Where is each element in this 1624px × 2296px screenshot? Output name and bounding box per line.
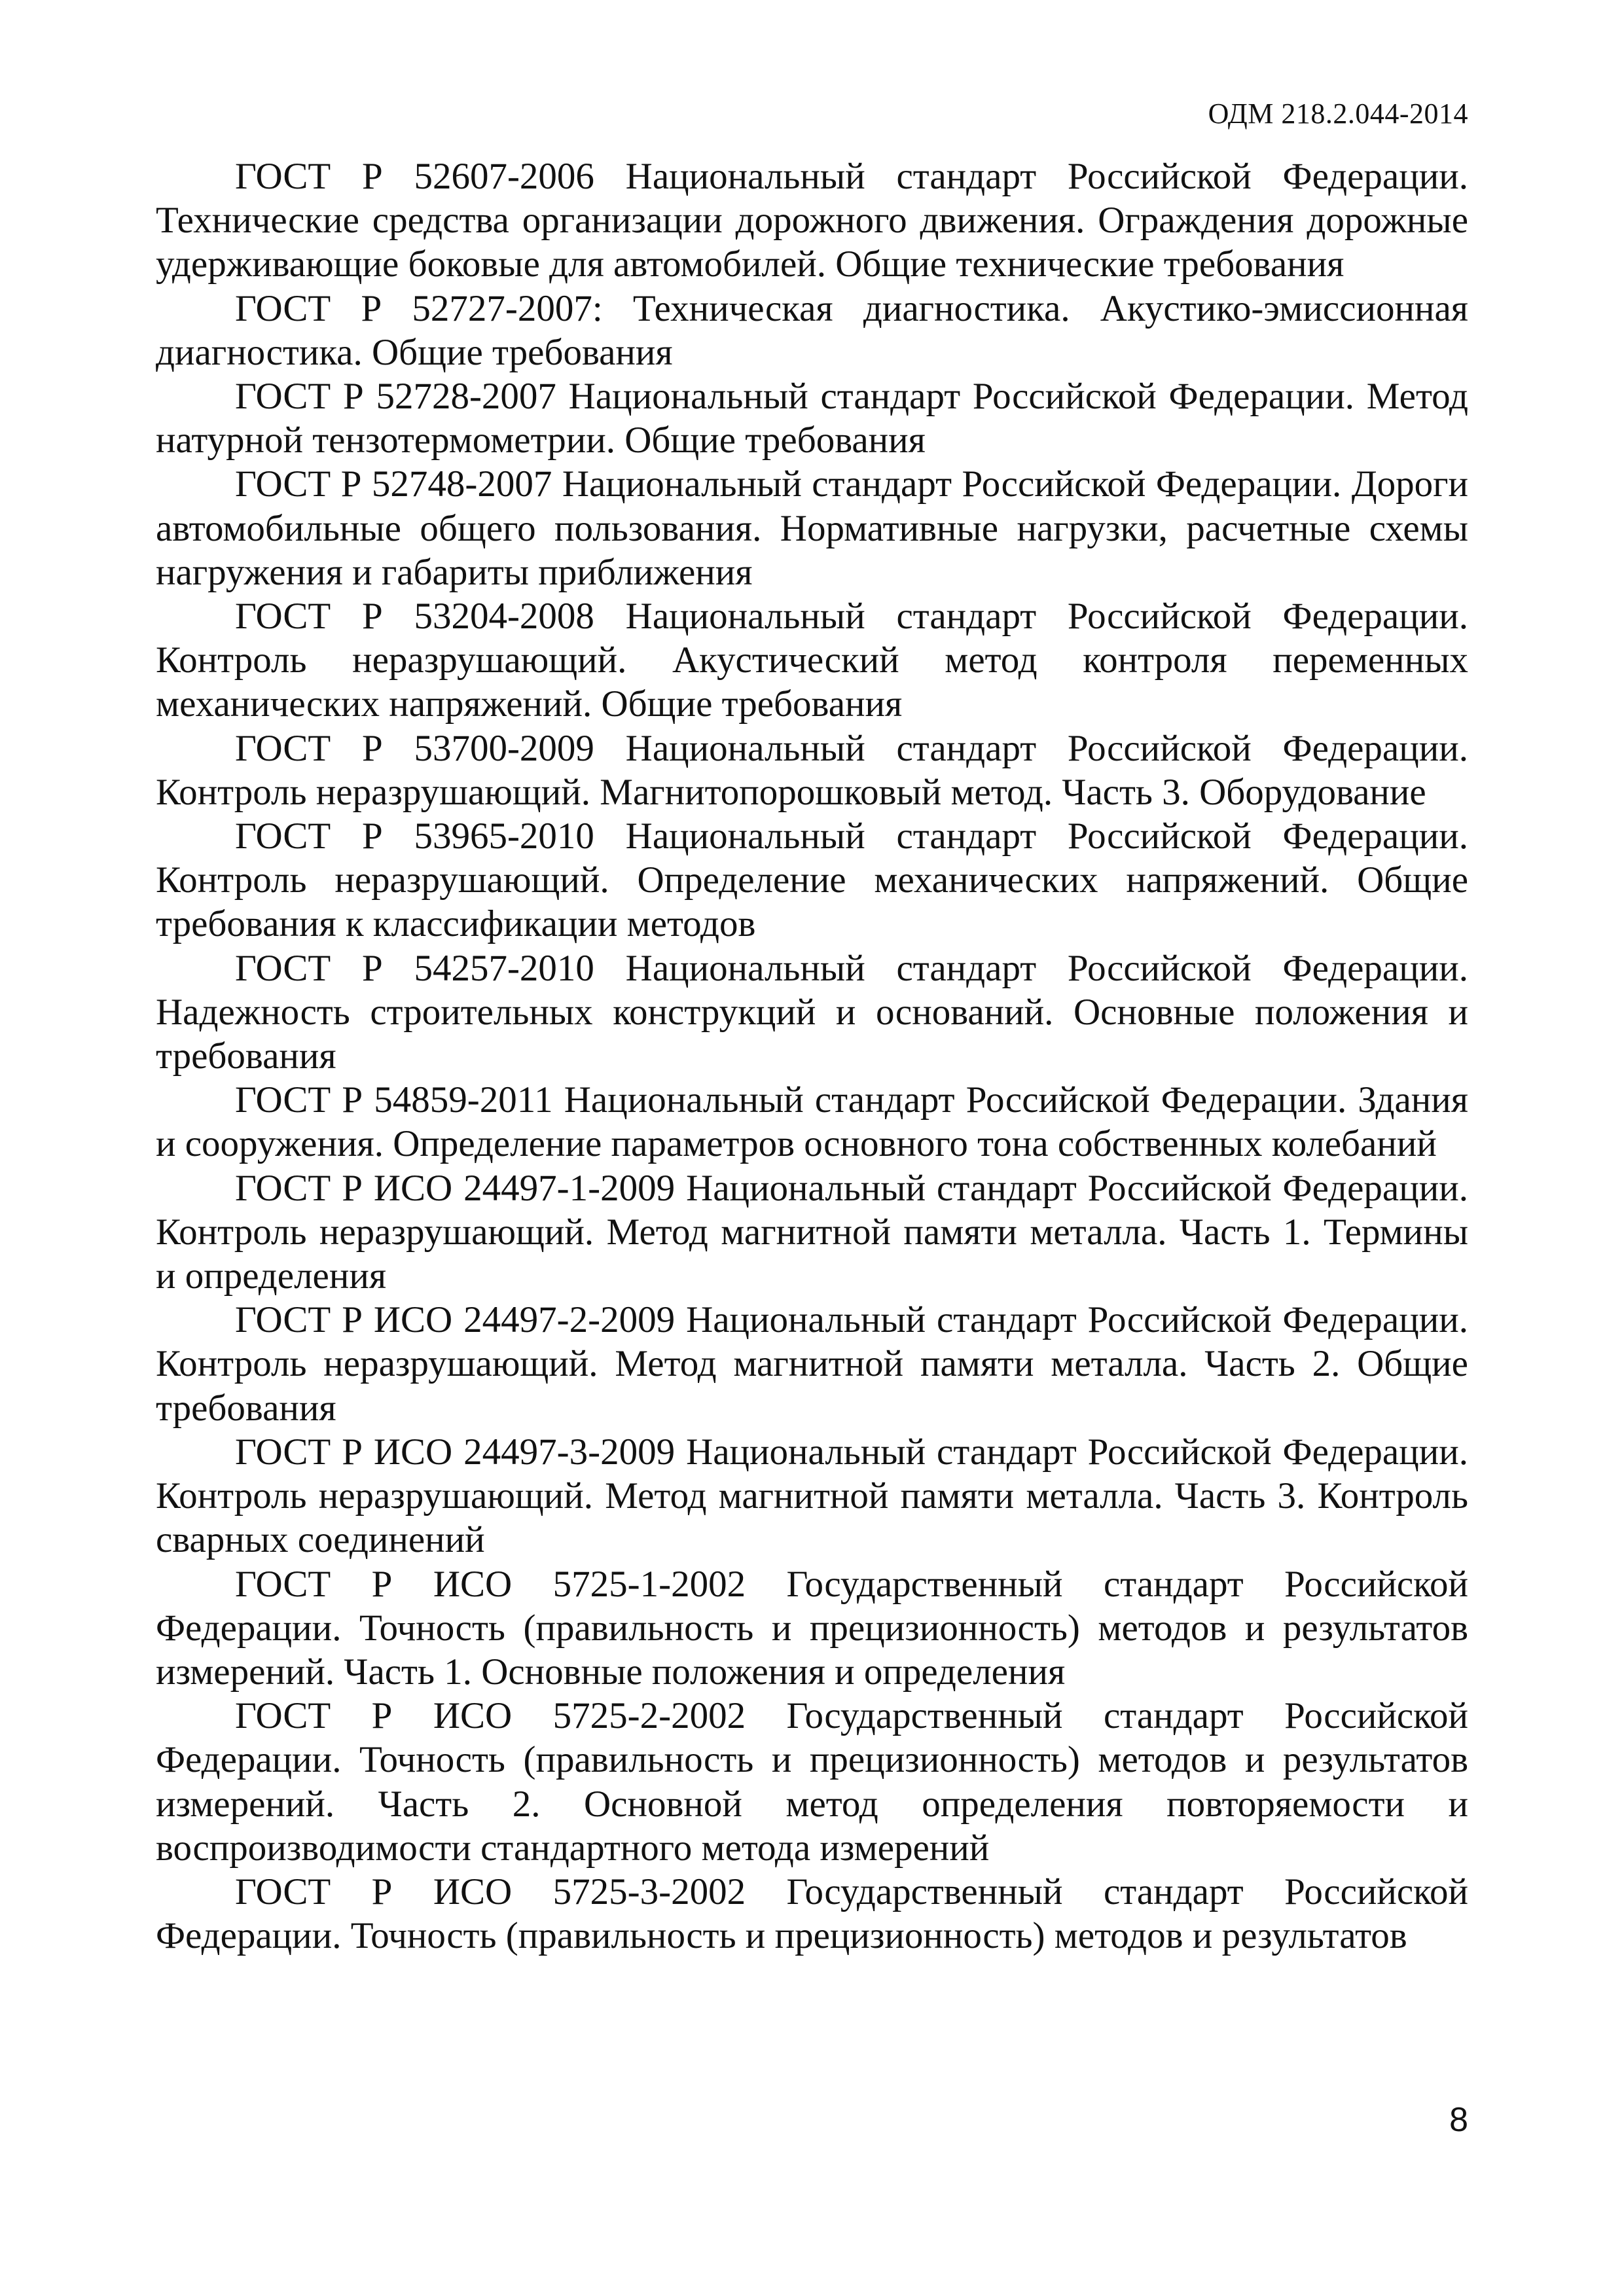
reference-entry-gost-iso-5725-3: ГОСТ Р ИСО 5725-3-2002 Государственный стандарт Российской Федерации. Точность (правильность и прецизионность) методов и результатов [156,1871,1468,1957]
reference-entry-gost-iso-5725-1: ГОСТ Р ИСО 5725-1-2002 Государственный стандарт Российской Федерации. Точность (правильность и прецизионность) методов и результатов измерений. Часть 1. Основные положения и определения [156,1563,1468,1693]
reference-entry-gost-53204: ГОСТ Р 53204-2008 Национальный стандарт Российской Федерации. Контроль неразрушающий. Акустический метод контроля переменных механических напряжений. Общие требования [156,596,1468,725]
reference-entry-gost-iso-24497-1: ГОСТ Р ИСО 24497-1-2009 Национальный стандарт Российской Федерации. Контроль неразрушающий. Метод магнитной памяти металла. Часть 1. Термины и определения [156,1167,1468,1297]
reference-entry-gost-52748: ГОСТ Р 52748-2007 Национальный стандарт Российской Федерации. Дороги автомобильные общего пользования. Нормативные нагрузки, расчетные схемы нагружения и габариты приближения [156,463,1468,593]
reference-entry-gost-iso-24497-3: ГОСТ Р ИСО 24497-3-2009 Национальный стандарт Российской Федерации. Контроль неразрушающий. Метод магнитной памяти металла. Часть 3. Контроль сварных соединений [156,1431,1468,1561]
document-code: ОДМ 218.2.044-2014 [1208,98,1468,130]
reference-entry-gost-53700: ГОСТ Р 53700-2009 Национальный стандарт Российской Федерации. Контроль неразрушающий. Магнитопорошковый метод. Часть 3. Оборудование [156,727,1468,813]
reference-entry-gost-53965: ГОСТ Р 53965-2010 Национальный стандарт Российской Федерации. Контроль неразрушающий. Определение механических напряжений. Общие требования к классификации методов [156,816,1468,945]
reference-entry-gost-52727: ГОСТ Р 52727-2007: Техническая диагностика. Акустико-эмиссионная диагностика. Общие требования [156,287,1468,373]
reference-entry-gost-iso-24497-2: ГОСТ Р ИСО 24497-2-2009 Национальный стандарт Российской Федерации. Контроль неразрушающий. Метод магнитной памяти металла. Часть 2. Общие требования [156,1299,1468,1429]
page-number: 8 [1449,2101,1468,2139]
reference-entry-gost-54257: ГОСТ Р 54257-2010 Национальный стандарт Российской Федерации. Надежность строительных конструкций и оснований. Основные положения и требования [156,947,1468,1077]
reference-entry-gost-54859: ГОСТ Р 54859-2011 Национальный стандарт Российской Федерации. Здания и сооружения. Определение параметров основного тона собственных колебаний [156,1079,1468,1165]
reference-entry-gost-52607: ГОСТ Р 52607-2006 Национальный стандарт Российской Федерации. Технические средства организации дорожного движения. Ограждения дорожные удерживающие боковые для автомобилей. Общие технические требования [156,156,1468,285]
reference-list [156,154,1468,1958]
reference-entry-gost-iso-5725-2: ГОСТ Р ИСО 5725-2-2002 Государственный стандарт Российской Федерации. Точность (правильность и прецизионность) методов и результатов измерений. Часть 2. Основной метод определения повторяемости и воспроизводимости стандартного метода измерений [156,1695,1468,1869]
reference-entry-gost-52728: ГОСТ Р 52728-2007 Национальный стандарт Российской Федерации. Метод натурной тензотермометрии. Общие требования [156,376,1468,461]
